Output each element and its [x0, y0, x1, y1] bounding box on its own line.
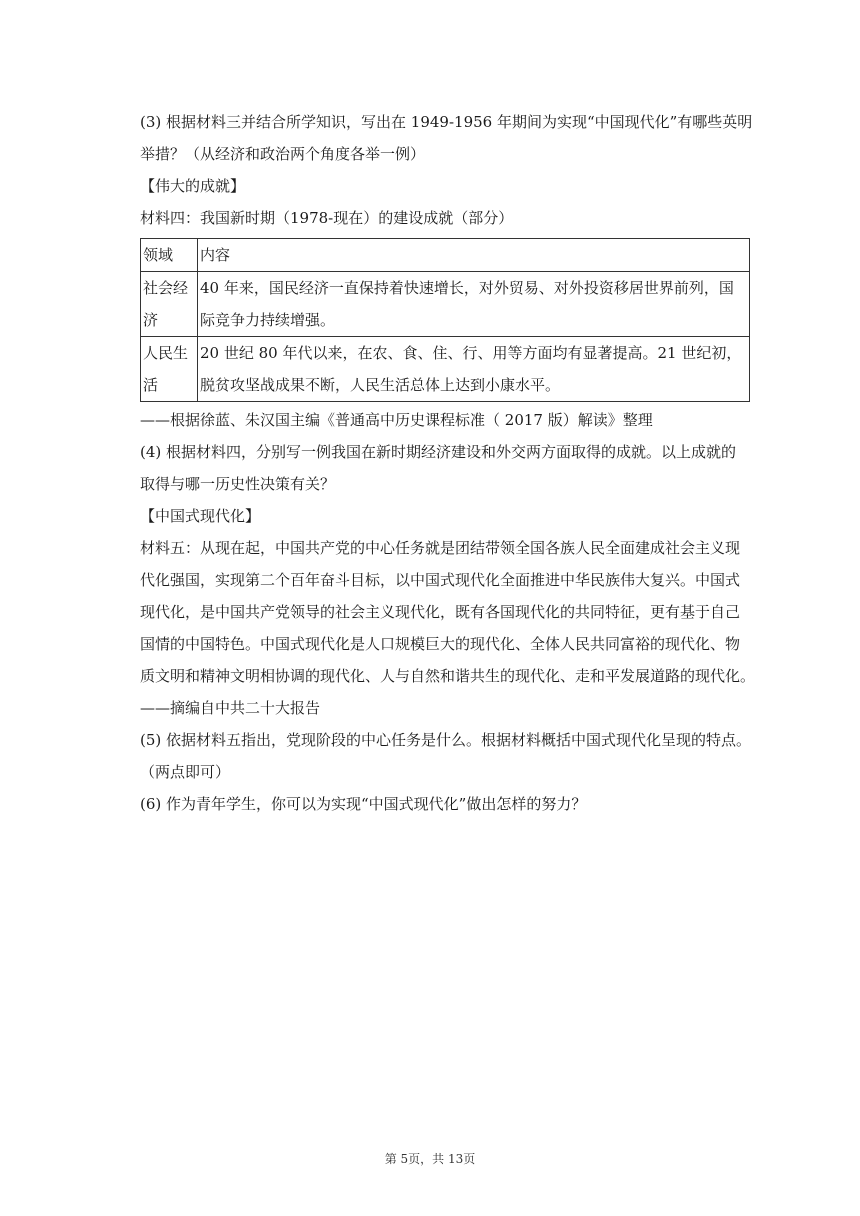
- section-heading-achievement: 【伟大的成就】: [140, 177, 246, 195]
- material-4-source: ——根据徐蓝、朱汉国主编《普通高中历史课程标准（ 2017 版）解读》整理: [140, 411, 653, 429]
- table-header-field: 领域: [141, 239, 198, 272]
- question-3-line-2: 举措？（从经济和政治两个角度各举一例）: [140, 145, 426, 163]
- section-heading-modernization: 【中国式现代化】: [140, 507, 261, 525]
- material-5-line: 国情的中国特色。中国式现代化是人口规模巨大的现代化、全体人民共同富裕的现代化、物: [140, 635, 741, 653]
- material-5-line: 质文明和精神文明相协调的现代化、人与自然和谐共生的现代化、走和平发展道路的现代化。: [140, 667, 756, 685]
- material-5-source: ——摘编自中共二十大报告: [140, 699, 321, 717]
- page-footer: 第 5页，共 13页: [384, 1152, 476, 1166]
- table-header-content: 内容: [198, 239, 750, 272]
- table-row: [141, 337, 750, 402]
- question-5-line-1: (5) 依据材料五指出，党现阶段的中心任务是什么。根据材料概括中国式现代化呈现的特点。: [140, 731, 752, 749]
- question-4-line-2: 取得与哪一历史性决策有关？: [140, 475, 336, 493]
- material-5-line: 现代化，是中国共产党领导的社会主义现代化，既有各国现代化的共同特征，更有基于自己: [140, 603, 741, 621]
- table-cell-content: 40 年来，国民经济一直保持着快速增长，对外贸易、对外投资移居世界前列，国际竞争力持续增强。: [198, 272, 750, 337]
- material-5-line: 材料五：从现在起，中国共产党的中心任务就是团结带领全国各族人民全面建成社会主义现: [140, 539, 741, 557]
- question-6-line-1: (6) 作为青年学生，你可以为实现“中国式现代化”做出怎样的努力？: [140, 795, 587, 813]
- material-5-line: 代化强国，实现第二个百年奋斗目标，以中国式现代化全面推进中华民族伟大复兴。中国式: [140, 571, 741, 589]
- table-cell-content: 20 世纪 80 年代以来，在农、食、住、行、用等方面均有显著提高。21 世纪初，脱贫攻坚战成果不断，人民生活总体上达到小康水平。: [198, 337, 750, 402]
- question-4-line-1: (4) 根据材料四，分别写一例我国在新时期经济建设和外交两方面取得的成就。以上成就的: [140, 443, 737, 461]
- question-5-line-2: （两点即可）: [140, 763, 231, 781]
- table-header-row: [141, 239, 750, 272]
- document-body: [140, 106, 756, 820]
- question-3-line-1: (3) 根据材料三并结合所学知识，写出在 1949-1956 年期间为实现“中国现代化”有哪些英明: [140, 113, 753, 131]
- table-cell-field: 人民生活: [141, 337, 198, 402]
- material-4-table: [140, 238, 750, 402]
- table-row: [141, 272, 750, 337]
- material-4-title: 材料四：我国新时期（1978-现在）的建设成就（部分）: [140, 209, 514, 227]
- table-cell-field: 社会经济: [141, 272, 198, 337]
